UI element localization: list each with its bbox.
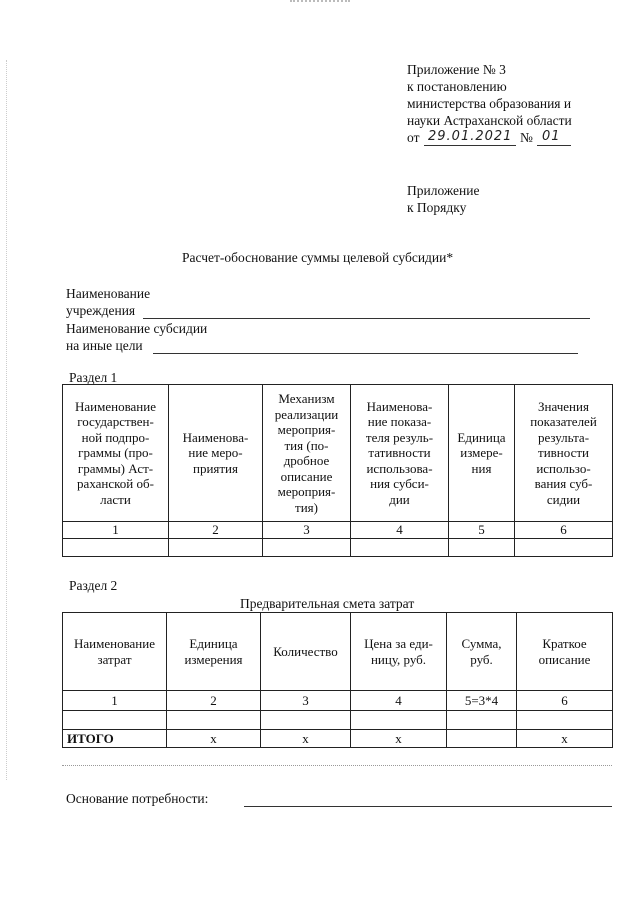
- header-line: Единица: [189, 636, 238, 651]
- header-indicator-name: [351, 385, 449, 522]
- appendix2-line-1: Приложение: [407, 183, 480, 198]
- header-line: тативности: [368, 445, 431, 461]
- appendix-number-label: №: [520, 130, 533, 145]
- header-line: ния: [471, 460, 492, 476]
- header-line: измерения: [184, 651, 243, 667]
- subsidy-input-line: [153, 336, 578, 354]
- section2-number-row: [63, 691, 613, 711]
- header-line: использо-: [536, 460, 591, 476]
- table-cell: [447, 711, 517, 730]
- header-mechanism: [263, 385, 351, 522]
- header-line: Единица: [457, 429, 506, 445]
- total-cell: х: [167, 730, 261, 748]
- column-number: 5: [449, 522, 515, 539]
- header-line: государствен-: [77, 414, 154, 430]
- header-line: мероприя-: [277, 484, 336, 499]
- subsidy-label-1: Наименование субсидии: [66, 321, 208, 336]
- institution-input-line: [143, 301, 590, 319]
- header-line: раханской об-: [77, 476, 154, 492]
- header-indicator-values: [515, 385, 613, 522]
- header-line: описание: [538, 651, 591, 667]
- header-line: руб.: [470, 651, 493, 667]
- column-number: 1: [63, 522, 169, 539]
- header-line: ние показа-: [367, 414, 432, 430]
- header-line: сидии: [546, 491, 581, 507]
- section2-table: [62, 612, 613, 748]
- section1-empty-row: [63, 539, 613, 557]
- institution-label-2: учреждения: [66, 303, 136, 318]
- header-line: Наименование: [75, 398, 156, 414]
- separator-line: [62, 765, 612, 766]
- section1-table: [62, 384, 613, 557]
- header-line: ния субси-: [370, 476, 429, 492]
- column-number: 4: [351, 691, 447, 711]
- header-line: Значения: [538, 398, 589, 414]
- header-quantity: [261, 613, 351, 691]
- handwritten-number: 01: [542, 129, 561, 144]
- header-line: Механизм: [278, 391, 335, 406]
- header-event-name: [169, 385, 263, 522]
- header-line: Наименова-: [366, 398, 433, 414]
- appendix2-line-2: к Порядку: [407, 200, 467, 215]
- scan-artifact: [290, 0, 350, 6]
- basis-input-line: [244, 789, 612, 807]
- header-line: приятия: [192, 460, 238, 476]
- header-line: вания суб-: [534, 476, 593, 492]
- handwritten-date: 29.01.2021: [428, 129, 513, 144]
- header-sum: [447, 613, 517, 691]
- total-cell: [447, 730, 517, 748]
- header-line: Наименова-: [182, 429, 249, 445]
- header-line: тия (по-: [284, 437, 329, 453]
- header-line: описание: [280, 468, 333, 484]
- header-line: результа-: [537, 429, 590, 445]
- header-line: ной подпро-: [81, 429, 150, 445]
- total-label: ИТОГО: [63, 730, 167, 748]
- section2-total-row: [63, 730, 613, 748]
- table-cell: [63, 711, 167, 730]
- total-cell: х: [517, 730, 613, 748]
- appendix-line-2: к постановлению: [407, 79, 507, 94]
- table-cell: [517, 711, 613, 730]
- table-cell: [169, 539, 263, 557]
- table-cell: [351, 711, 447, 730]
- column-number: 3: [263, 522, 351, 539]
- table-cell: [449, 539, 515, 557]
- header-line: использова-: [366, 460, 433, 476]
- header-line: Краткое: [542, 636, 587, 651]
- total-cell: х: [351, 730, 447, 748]
- section2-header-row: [63, 613, 613, 691]
- section2-subtitle: Предварительная смета затрат: [240, 596, 415, 611]
- header-line: граммы) Аст-: [77, 460, 154, 476]
- header-line: Наименование: [74, 636, 155, 651]
- header-line: граммы (про-: [78, 445, 153, 461]
- appendix-line-1: Приложение № 3: [407, 62, 506, 77]
- header-line: дробное: [283, 453, 330, 468]
- subsidy-label-2: на иные цели: [66, 338, 143, 353]
- header-line: измере-: [460, 445, 503, 461]
- section1-number-row: [63, 522, 613, 539]
- section2-label: Раздел 2: [69, 578, 118, 593]
- table-cell: [515, 539, 613, 557]
- total-cell: х: [261, 730, 351, 748]
- appendix-line-4: науки Астраханской области: [407, 113, 572, 128]
- header-line: реализации: [274, 406, 339, 422]
- header-line: Цена за еди-: [364, 636, 433, 651]
- header-line: тивности: [538, 445, 589, 461]
- header-line: показателей: [530, 414, 597, 430]
- header-line: Количество: [273, 643, 338, 659]
- table-cell: [261, 711, 351, 730]
- header-line: тия): [295, 499, 318, 515]
- header-line: ласти: [100, 491, 131, 507]
- table-cell: [63, 539, 169, 557]
- header-line: ницу, руб.: [370, 651, 427, 667]
- section1-header-row: [63, 385, 613, 522]
- column-number: 1: [63, 691, 167, 711]
- section1-label: Раздел 1: [69, 370, 118, 385]
- column-number: 3: [261, 691, 351, 711]
- table-cell: [167, 711, 261, 730]
- header-unit: [167, 613, 261, 691]
- header-line: дии: [389, 491, 410, 507]
- header-unit: [449, 385, 515, 522]
- section2-empty-row: [63, 711, 613, 730]
- column-number: 2: [169, 522, 263, 539]
- column-number: 2: [167, 691, 261, 711]
- institution-label-1: Наименование: [66, 286, 151, 301]
- column-number: 5=3*4: [447, 691, 517, 711]
- table-cell: [263, 539, 351, 557]
- scan-edge-artifact: [6, 60, 7, 780]
- document-title: Расчет-обоснование суммы целевой субсидии*: [182, 250, 454, 265]
- column-number: 4: [351, 522, 449, 539]
- appendix-line-3: министерства образования и: [407, 96, 572, 111]
- column-number: 6: [515, 522, 613, 539]
- header-description: [517, 613, 613, 691]
- column-number: 6: [517, 691, 613, 711]
- header-line: Сумма,: [461, 636, 502, 651]
- header-line: затрат: [97, 651, 132, 667]
- basis-label: Основание потребности:: [66, 791, 209, 806]
- header-cost-name: [63, 613, 167, 691]
- table-cell: [351, 539, 449, 557]
- header-line: ние меро-: [188, 445, 243, 461]
- header-line: теля резуль-: [365, 429, 434, 445]
- header-unit-price: [351, 613, 447, 691]
- appendix-date-label: от: [407, 130, 420, 145]
- header-subprogram: [63, 385, 169, 522]
- header-line: мероприя-: [277, 422, 336, 437]
